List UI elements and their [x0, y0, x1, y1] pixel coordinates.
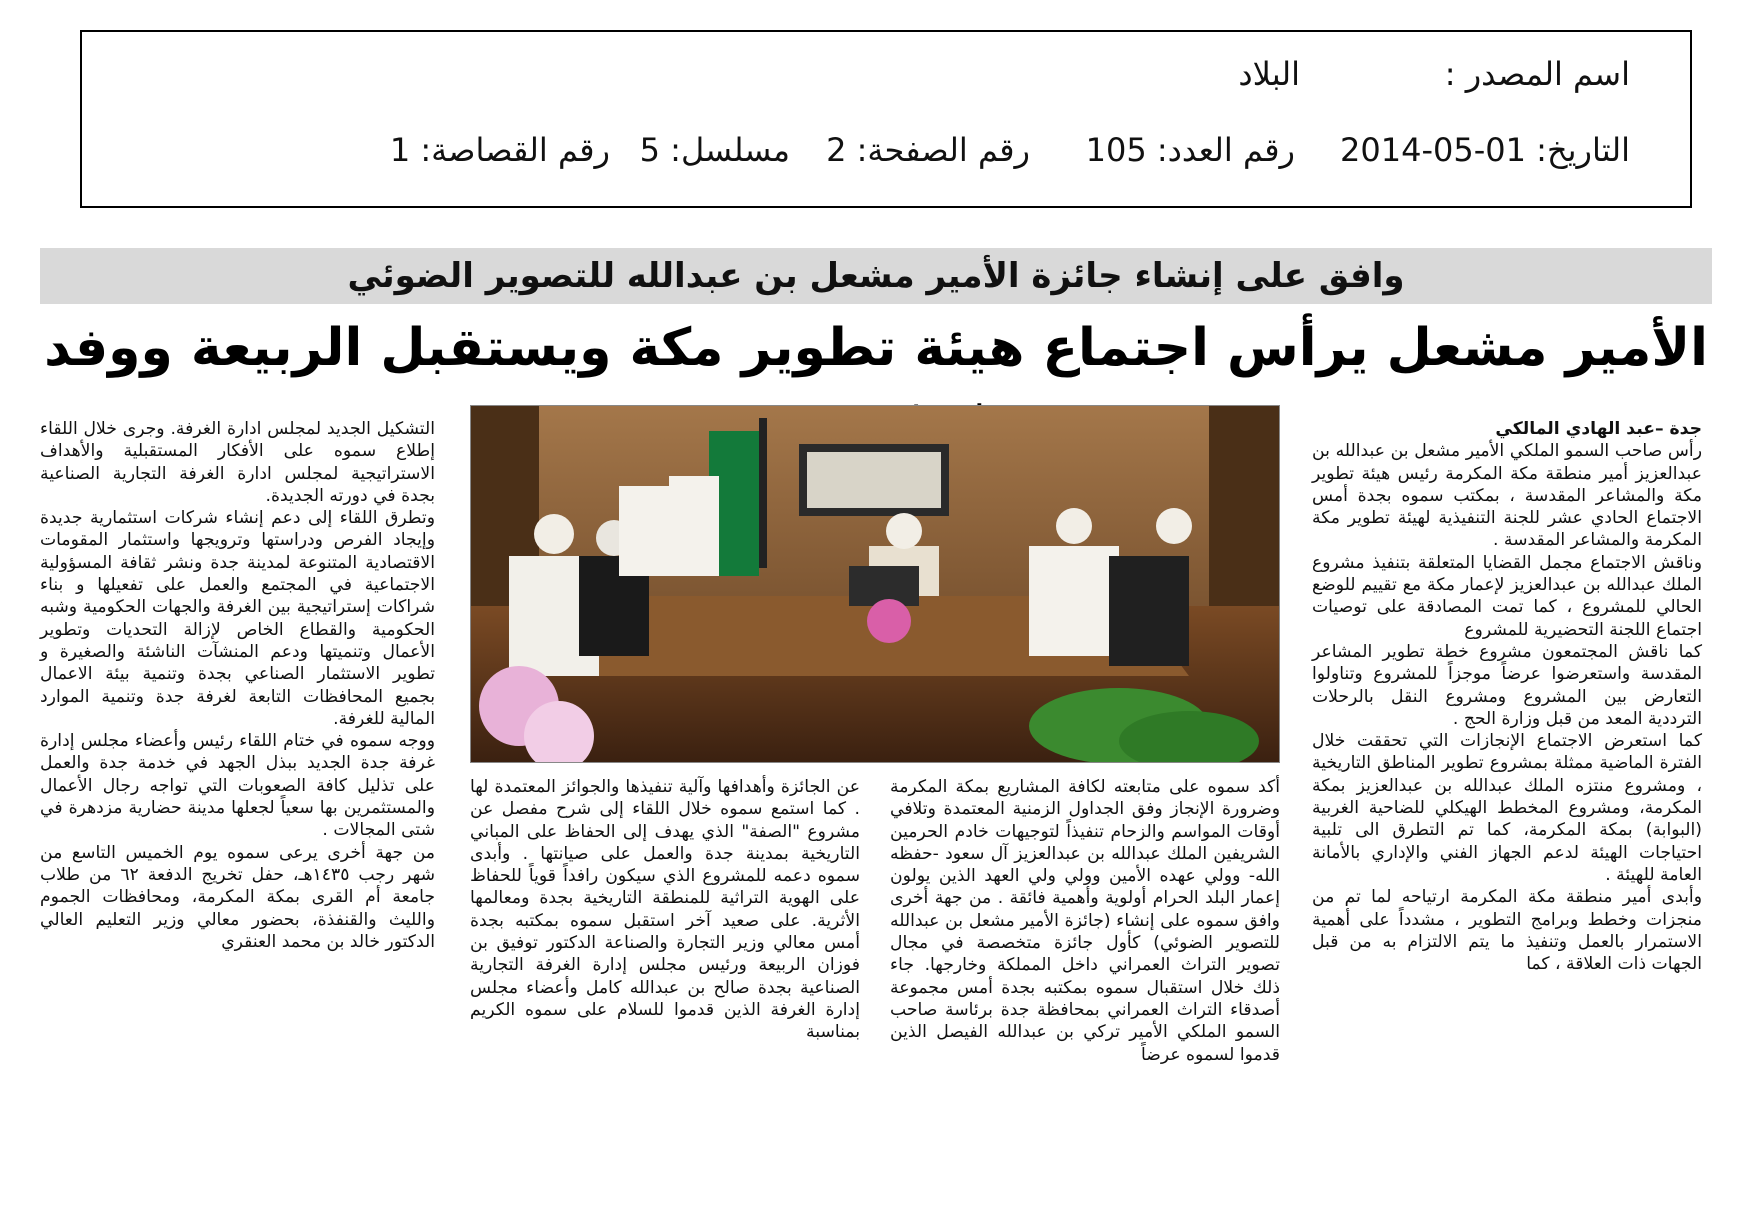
- paragraph: كما استعرض الاجتماع الإنجازات التي تحققت خلال الفترة الماضية ممثلة بمشروع تطوير المناطق التاريخية ، ومشروع منتزه الملك عبدالله بن عبدالعزيز بمكة المكرمة، ومشروع المخطط الهيكلي للضاحية الغربية (البوابة) بمكة المكرمة، كما تم التطرق الى تلبية احتياجات الهيئة لدعم الجهاز الفني والإداري بالأمانة العامة للهيئة .: [1312, 731, 1702, 885]
- paragraph: ووجه سموه في ختام اللقاء رئيس وأعضاء مجلس إدارة غرفة جدة الجديد ببذل الجهد في خدمة جدة والعمل على تذليل كافة الصعوبات التي تواجه رجال الأعمال والمستثمرين بها سعياً لجعلها مدينة حضارية مزدهرة في شتى المجالات .: [40, 731, 435, 841]
- source-label: اسم المصدر :: [1444, 55, 1630, 93]
- column-middle-right: [890, 776, 1280, 1066]
- subheadline: وافق على إنشاء جائزة الأمير مشعل بن عبدالله للتصوير الضوئي: [40, 248, 1712, 304]
- column-middle-left: [470, 776, 860, 1044]
- date-field: التاريخ: 01-05-2014: [1340, 131, 1630, 169]
- paragraph: التشكيل الجديد لمجلس ادارة الغرفة. وجرى خلال اللقاء إطلاع سموه على الأفكار المستقبلية والأهداف الاستراتيجية لمجلس ادارة الغرفة التجارية الصناعية بجدة في دورته الجديدة.: [40, 419, 435, 506]
- headline: الأمير مشعل يرأس اجتماع هيئة تطوير مكة ويستقبل الربيعة ووفد: [44, 318, 1708, 378]
- byline: جدة –عبد الهادي المالكي: [1495, 419, 1702, 439]
- paragraph: عن الجائزة وأهدافها وآلية تنفيذها والجوائز المعتمدة لها . كما استمع سموه خلال اللقاء إلى شرح مفصل عن مشروع "الصفة" الذي يهدف إلى الحفاظ على المباني التاريخية بمدينة جدة والعمل على صيانتها . وأبدى سموه دعمه للمشروع الذي سيكون رافداً قوياً للحفاظ على الهوية التراثية للمنطقة التاريخية بجدة ومعالمها الأثرية. على صعيد آخر استقبل سموه بمكتبه بجدة أمس معالي وزير التجارة والصناعة الدكتور توفيق بن فوزان الربيعة ورئيس مجلس إدارة الغرفة التجارية الصناعية بجدة صالح بن عبدالله كامل وأعضاء مجلس إدارة الغرفة الذين قدموا للسلام على سموه الكريم بمناسبة: [470, 777, 860, 1043]
- paragraph: كما ناقش المجتمعون مشروع خطة تطوير المشاعر المقدسة واستعرضوا عرضاً موجزاً للمشروع وتناولوا التعارض بين المشروع ومشروع النقل بالرحلات الترددية المعد من قبل وزارة الحج .: [1312, 641, 1702, 729]
- paragraph: من جهة أخرى يرعى سموه يوم الخميس التاسع من شهر رجب ١٤٣٥هـ، حفل تخريج الدفعة ٦٢ من طلاب جامعة أم القرى بمكة المكرمة، ومحافظات الجموم والليث والقنفذة، بحضور معالي وزير التعليم العالي الدكتور خالد بن محمد العنقري: [40, 842, 435, 952]
- source-name: البلاد: [1238, 55, 1300, 93]
- source-info-box: [80, 30, 1692, 208]
- column-right: [1312, 418, 1702, 975]
- issue-field: رقم العدد: 105: [1085, 131, 1295, 169]
- paragraph: وتطرق اللقاء إلى دعم إنشاء شركات استثمارية جديدة وإيجاد الفرص ودراستها وترويجها واستثمار المقومات الاقتصادية المتنوعة لمدينة جدة ونشر ثقافة المسؤولية الاجتماعية في المجتمع والعمل على تفعيلها و بناء شراكات إستراتيجية بين الغرفة والجهات الحكومية وشبه الحكومية والقطاع الخاص لإزالة التحديات وتطوير الأعمال وتنميتها ودعم المنشآت الناشئة والصغيرة و تطوير الاستثمار الصناعي بجدة وتنمية بيئة الاعمال بجميع المحافظات التابعة لغرفة جدة وتنمية الموارد المالية للغرفة.: [40, 508, 435, 729]
- page-field: رقم الصفحة: 2: [826, 131, 1030, 169]
- paragraph: وناقش الاجتماع مجمل القضايا المتعلقة بتنفيذ مشروع الملك عبدالله بن عبدالعزيز لإعمار مكة مع تقييم للوضع الحالي للمشروع ، كما تمت المصادقة على توصيات اجتماع اللجنة التحضيرية للمشروع: [1312, 552, 1702, 640]
- paragraph: أكد سموه على متابعته لكافة المشاريع بمكة المكرمة وضرورة الإنجاز وفق الجداول الزمنية المعتمدة وتلافي أوقات المواسم والزحام تنفيذاً لتوجيهات خادم الحرمين الشريفين الملك عبدالله بن عبدالعزيز آل سعود -حفظه الله- وولي عهده الأمين وولي ولي العهد الذين يولون إعمار البلد الحرام أولوية وأهمية فائقة . من جهة أخرى وافق سموه على إنشاء (جائزة الأمير مشعل بن عبدالله للتصوير الضوئي) كأول جائزة متخصصة في مجال تصوير التراث العمراني داخل المملكة وخارجها. جاء ذلك خلال استقبال سموه بمكتبه بجدة أمس مجموعة أصدقاء التراث العمراني بمحافظة جدة برئاسة صاحب السمو الملكي الأمير تركي بن عبدالله الفيصل الذين قدموا لسموه عرضاً: [890, 777, 1280, 1065]
- serial-field: مسلسل: 5: [639, 131, 790, 169]
- column-left: [40, 418, 435, 953]
- paragraph: رأس صاحب السمو الملكي الأمير مشعل بن عبدالله بن عبدالعزيز أمير منطقة مكة المكرمة رئيس هيئة تطوير مكة والمشاعر المقدسة ، بمكتب سموه بجدة أمس الاجتماع الحادي عشر للجنة التنفيذية لهيئة تطوير مكة المكرمة والمشاعر المقدسة .: [1312, 441, 1702, 551]
- paragraph: وأبدى أمير منطقة مكة المكرمة ارتياحه لما تم من منجزات وخطط وبرامج التطوير ، مشدداً على أهمية الاستمرار بالعمل وتنفيذ ما يتم الالتزام به من قبل الجهات ذات العلاقة ، كما: [1312, 887, 1702, 975]
- clip-field: رقم القصاصة: 1: [389, 131, 610, 169]
- meeting-photo: [470, 405, 1280, 763]
